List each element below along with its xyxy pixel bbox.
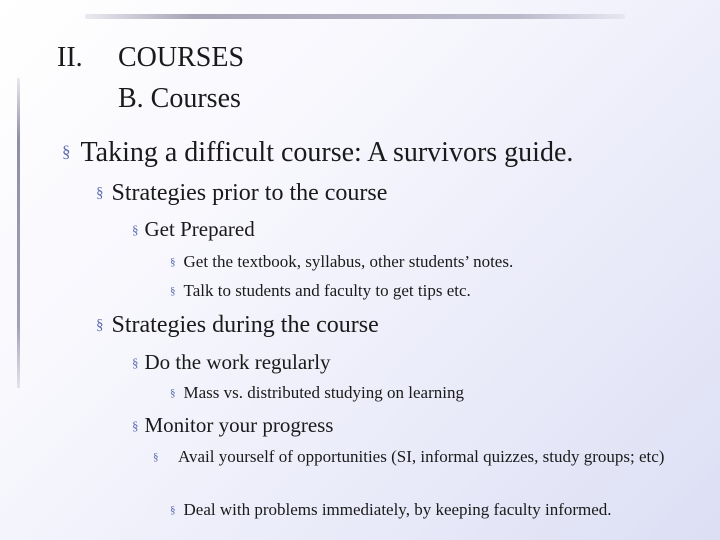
bullet-icon: § (170, 256, 176, 268)
strategies-prior (96, 181, 387, 205)
list-item (170, 251, 513, 274)
strategies-prior-text: Strategies prior to the course (111, 180, 388, 206)
get-prepared-text: Get Prepared (144, 217, 255, 241)
main-point-text: Taking a difficult course: A survivors guide. (80, 137, 574, 168)
section-numeral: II. (57, 42, 83, 73)
list-item-text: Avail yourself of opportunities (SI, informal quizzes, study groups; etc) (178, 447, 665, 466)
bullet-icon: § (96, 317, 104, 333)
strategies-during (96, 313, 379, 337)
list-item-text: Get the textbook, syllabus, other students’ notes. (183, 252, 514, 271)
do-work-regularly (132, 352, 331, 373)
bullet-icon: § (170, 387, 176, 399)
list-item (170, 280, 471, 303)
list-item-text: Talk to students and faculty to get tips etc. (183, 281, 471, 300)
list-item: § Avail yourself of opportunities (SI, informal quizzes, study groups; etc) (153, 447, 665, 466)
bullet-icon: § (132, 418, 139, 433)
list-item-text: Deal with problems immediately, by keeping faculty informed. (183, 500, 612, 519)
monitor-progress-text: Monitor your progress (144, 413, 334, 437)
bullet-icon: § (170, 504, 176, 516)
do-work-regularly-text: Do the work regularly (144, 350, 331, 374)
list-item (170, 499, 612, 522)
bullet-icon: § (62, 142, 71, 161)
section-title: COURSES (118, 42, 245, 73)
left-decorative-rule (17, 78, 20, 388)
bullet-icon: § (96, 185, 104, 201)
bullet-icon: § (132, 355, 139, 370)
main-point (62, 139, 573, 167)
strategies-during-text: Strategies during the course (111, 312, 379, 338)
section-subtitle: B. Courses (118, 83, 241, 114)
list-item-text: Mass vs. distributed studying on learning (183, 383, 464, 402)
bullet-icon: § (170, 285, 176, 297)
monitor-progress (132, 415, 333, 436)
bullet-icon: § (132, 222, 139, 237)
list-item (170, 382, 464, 405)
top-decorative-rule (85, 14, 625, 19)
get-prepared (132, 219, 255, 240)
